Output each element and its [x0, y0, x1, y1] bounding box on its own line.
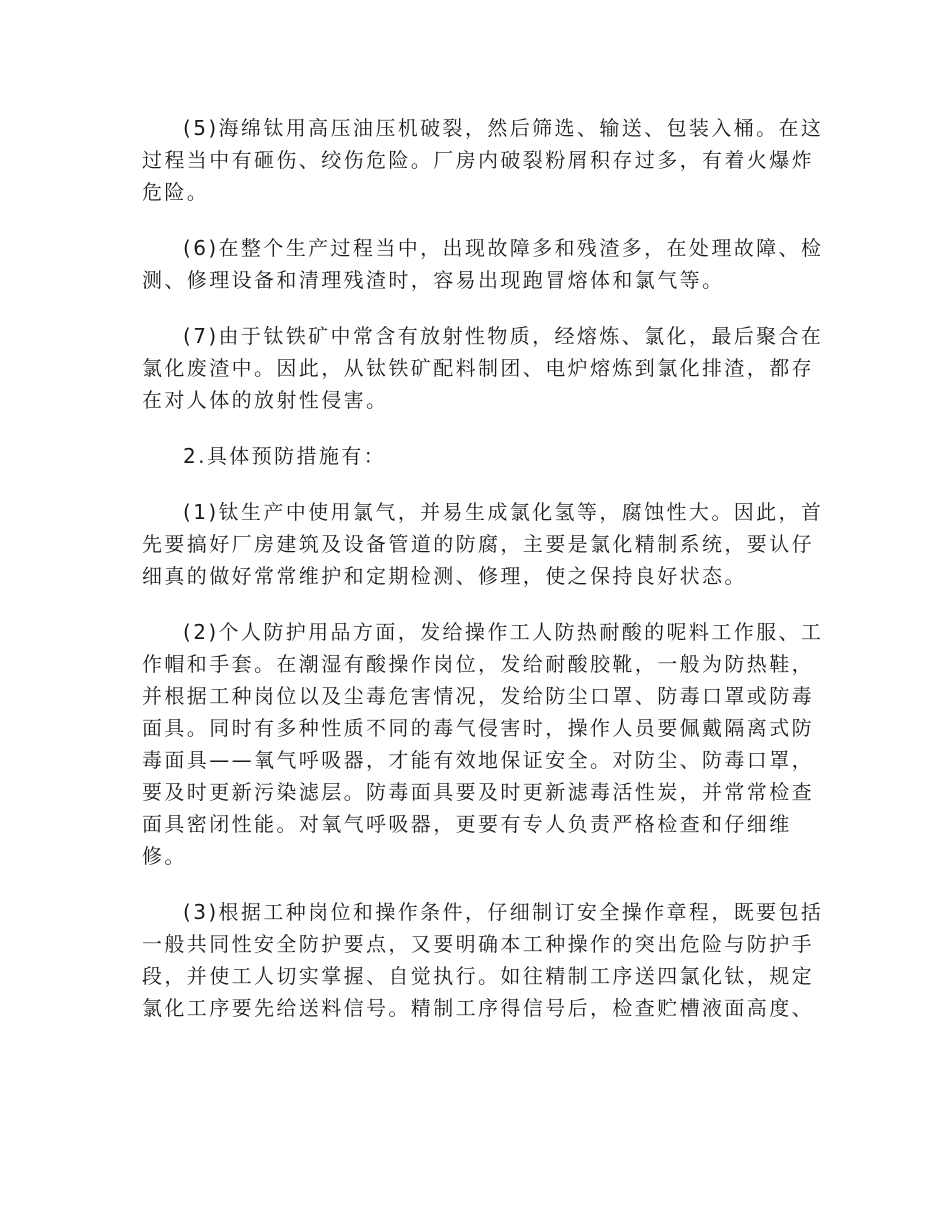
text-line: 先要搞好厂房建筑及设备管道的防腐，主要是氯化精制系统，要认仔 [142, 532, 814, 556]
text-line: (1)钛生产中使用氯气，并易生成氯化氢等，腐蚀性大。因此，首 [183, 500, 824, 524]
text-line: 毒面具——氧气呼吸器，才能有效地保证安全。对防尘、防毒口罩， [142, 748, 814, 772]
document-body [142, 112, 824, 1024]
text-line: (5)海绵钛用高压油压机破裂，然后筛选、输送、包装入桶。在这 [183, 116, 824, 140]
text-line: (3)根据工种岗位和操作条件，仔细制订安全操作章程，既要包括 [183, 900, 824, 924]
text-line: (7)由于钛铁矿中常含有放射性物质，经熔炼、氯化，最后聚合在 [183, 324, 824, 348]
measure-item-1 [142, 496, 824, 592]
paragraph-spacer [142, 472, 810, 496]
paragraph-item-7 [142, 320, 824, 416]
text-line: 测、修理设备和清理残渣时，容易出现跑冒熔体和氯气等。 [142, 268, 725, 292]
text-line: 段，并使工人切实掌握、自觉执行。如往精制工序送四氯化钛，规定 [142, 964, 814, 988]
text-line: (2)个人防护用品方面，发给操作工人防热耐酸的呢料工作服、工 [183, 620, 824, 644]
text-line: 面具。同时有多种性质不同的毒气侵害时，操作人员要佩戴隔离式防 [142, 716, 814, 740]
measure-item-2 [142, 616, 824, 872]
text-line: 面具密闭性能。对氧气呼吸器，更要有专人负责严格检查和仔细维 [142, 812, 792, 836]
text-line: 危险。 [142, 180, 210, 204]
text-line: 氯化工序要先给送料信号。精制工序得信号后，检查贮槽液面高度、 [142, 996, 814, 1020]
paragraph-spacer [142, 208, 810, 232]
text-line: 细真的做好常常维护和定期检测、修理，使之保持良好状态。 [142, 564, 747, 588]
text-line: 作帽和手套。在潮湿有酸操作岗位，发给耐酸胶靴，一般为防热鞋， [142, 652, 814, 676]
paragraph-spacer [142, 416, 810, 440]
measure-item-3 [142, 896, 824, 1024]
paragraph-spacer [142, 872, 810, 896]
text-line: 在对人体的放射性侵害。 [142, 388, 389, 412]
paragraph-spacer [142, 296, 810, 320]
text-line: 并根据工种岗位以及尘毒危害情况，发给防尘口罩、防毒口罩或防毒 [142, 684, 814, 708]
paragraph-spacer [142, 592, 810, 616]
section-heading [142, 440, 810, 472]
text-line: 修。 [142, 844, 187, 868]
text-line: (6)在整个生产过程当中，出现故障多和残渣多，在处理故障、检 [183, 236, 824, 260]
text-line: 过程当中有砸伤、绞伤危险。厂房内破裂粉屑积存过多，有着火爆炸 [142, 148, 814, 172]
paragraph-item-5 [142, 112, 824, 208]
text-line: 一般共同性安全防护要点，又要明确本工种操作的突出危险与防护手 [142, 932, 814, 956]
section-heading-text: 2.具体预防措施有： [183, 444, 387, 468]
text-line: 氯化废渣中。因此，从钛铁矿配料制团、电炉熔炼到氯化排渣，都存 [142, 356, 814, 380]
paragraph-item-6 [142, 232, 824, 296]
text-line: 要及时更新污染滤层。防毒面具要及时更新滤毒活性炭，并常常检查 [142, 780, 814, 804]
